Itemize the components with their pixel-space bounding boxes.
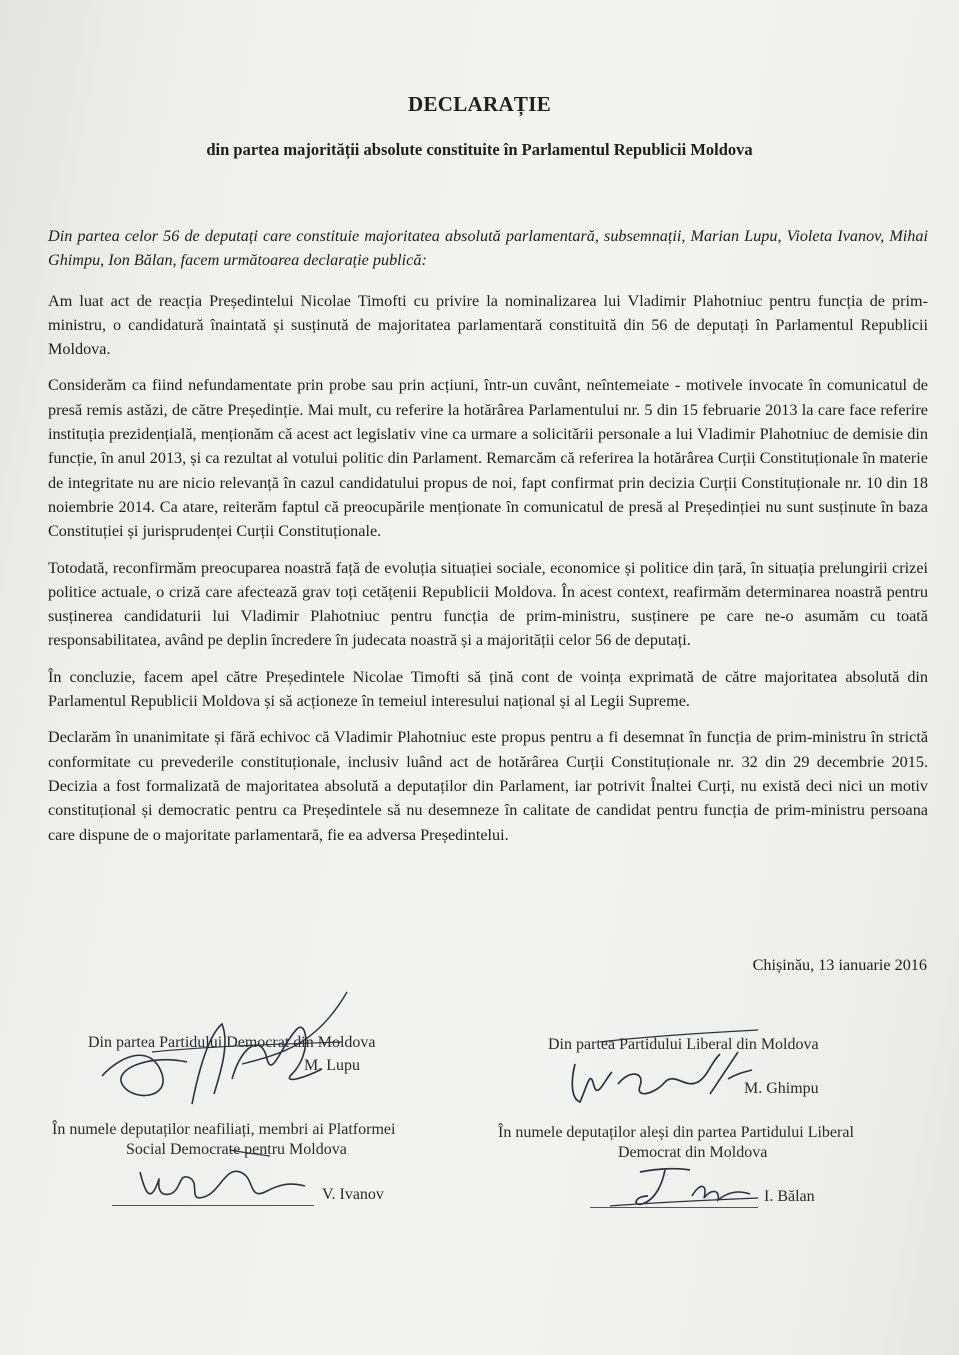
signatory-pl-name: M. Ghimpu	[744, 1080, 819, 1097]
place-date: Chișinău, 13 ianuarie 2016	[752, 956, 927, 974]
intro-paragraph: Din partea celor 56 de deputați care constituie majoritatea absolută parlamentară, subsemnații, Marian Lupu, Violeta Ivanov, Mihai Ghimpu, Ion Bălan, facem următoarea declarație publică:	[48, 227, 928, 270]
paragraph-3: Totodată, reconfirmăm preocuparea noastră față de evoluția situației sociale, economice și politice din țară, în situația prelungirii crizei politice actuale, o criză care afectează grav toți cetățenii Republicii Moldova. În acest context, reafirmăm determinarea noastră pentru susținerea candidaturii lui Vladimir Plahotniuc pentru funcția de prim-ministru, susținere pe care ne-o asumăm cu toată responsabilitatea, având pe deplin încredere în judecata noastră și a majorității celor 56 de deputați.	[48, 558, 928, 650]
signature-ivanov	[130, 1142, 320, 1212]
signatory-psd-label-line2: Social Democrate pentru Moldova	[126, 1141, 347, 1158]
signatory-pld-label-line1: În numele deputaților aleși din partea Partidului Liberal	[498, 1124, 854, 1141]
signatory-pl-label: Din partea Partidului Liberal din Moldova	[548, 1036, 819, 1053]
signatory-pld-label-line2: Democrat din Moldova	[618, 1144, 768, 1161]
paragraph-5: Declarăm în unanimitate și fără echivoc că Vladimir Plahotniuc este propus pentru a fi desemnat în funcția de prim-ministru în strictă conformitate cu prevederile constituționale, inclusiv luând act de hotărârea Curții Constituționale nr. 32 din 29 decembrie 2015. Decizia a fost formalizată de majoritatea absolută a deputaților din Parlament, iar potrivit Înaltei Curți, nu există deci nici un motiv constituțional și democratic pentru ca Președintele să nu desemneze în calitate de candidat pentru funcția de prim-ministru persoana care dispune de o majoritate parlamentară, fie ea adversa Președintelui.	[48, 728, 928, 844]
document-subtitle: din partea majorității absolute constituite în Parlamentul Republicii Moldova	[206, 140, 753, 159]
signature-balan	[600, 1160, 760, 1215]
signatory-pdm-label: Din partea Partidului Democrat din Moldova	[88, 1034, 376, 1051]
paragraph-1: Am luat act de reacția Președintelui Nicolae Timofti cu privire la nominalizarea lui Vladimir Plahotniuc pentru funcția de prim-ministru, o candidatură înaintată și susținută de majoritatea parlamentară constituită din 56 de deputați în Parlamentul Republicii Moldova.	[48, 291, 928, 359]
signature-lupu	[92, 984, 352, 1114]
signatory-psd-label-line1: În numele deputaților neafiliați, membri ai Platformei	[52, 1121, 396, 1138]
signatory-pld-name: I. Bălan	[764, 1188, 815, 1205]
paragraph-2: Considerăm ca fiind nefundamentate prin probe sau prin acțiuni, într-un cuvânt, neîntemeiate - motivele invocate în comunicatul de presă remis astăzi, de către Președinție. Mai mult, cu referire la hotărârea Parlamentului nr. 5 din 15 februarie 2013 la care face referire instituția prezidențială, menționăm că acest act legislativ vine ca urmare a solicitării personale a lui Vladimir Plahotniuc de demisie din funcție, în anul 2013, și ca rezultat al votului politic din Parlament. Remarcăm că referirea la hotărârea Curții Constituționale în materie de integritate nu are nicio relevanță în cazul candidatului propus de noi, fapt confirmat prin decizia Curții Constituționale nr. 10 din 18 noiembrie 2014. Ca atare, reiterăm faptul că preocupările menționate în comunicatul de presă al Președinției nu sunt susținute în baza Constituției și jurisprudenței Curții Constituționale.	[48, 376, 928, 541]
signatory-pdm-name: M. Lupu	[304, 1057, 360, 1074]
signatory-psd-name: V. Ivanov	[322, 1186, 384, 1203]
paragraph-4: În concluzie, facem apel către Președintele Nicolae Timofti să țină cont de voința exprimată de către majoritatea absolută din Parlamentul Republicii Moldova și să acționeze în temeiul interesului național și al Legii Supreme.	[48, 667, 928, 711]
signature-ghimpu	[560, 1024, 760, 1114]
document-body	[48, 224, 928, 859]
document-title: DECLARAȚIE	[407, 92, 552, 116]
